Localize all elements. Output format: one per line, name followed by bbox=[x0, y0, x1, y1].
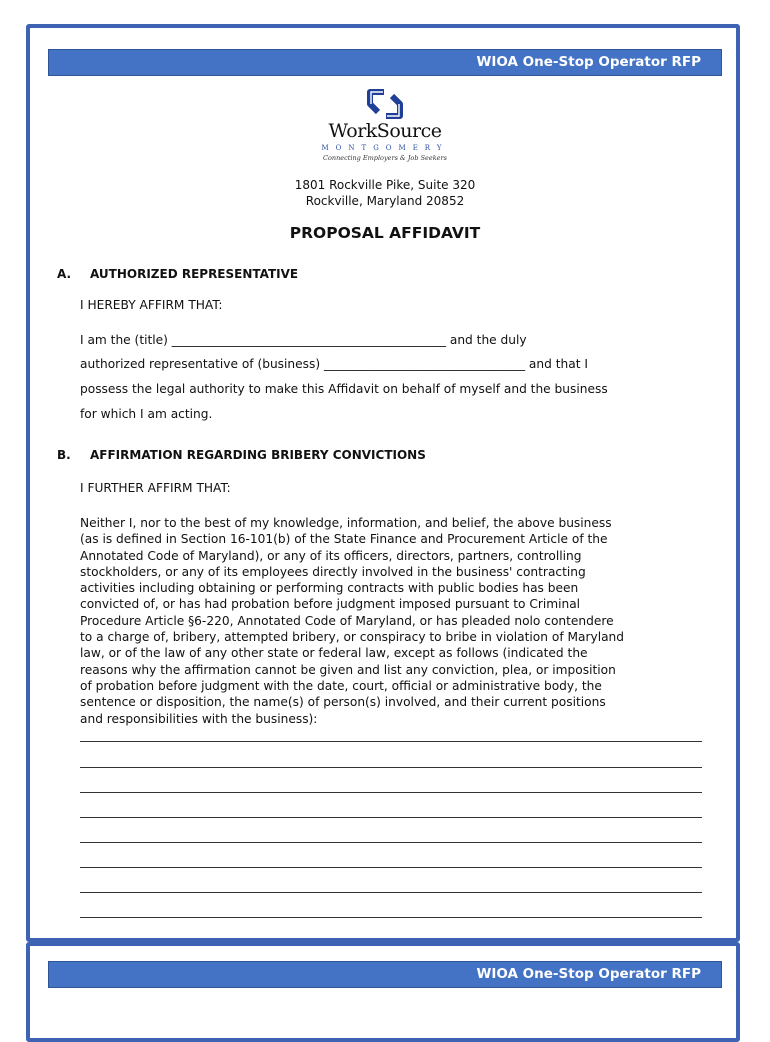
worksource-chain-link-icon bbox=[362, 88, 408, 120]
answer-line[interactable] bbox=[80, 842, 702, 843]
answer-line[interactable] bbox=[80, 741, 702, 742]
section-a-line-2: authorized representative of (business) _________________________________ and that I bbox=[80, 357, 588, 371]
header-title: WIOA One-Stop Operator RFP bbox=[476, 54, 701, 70]
section-b-heading: AFFIRMATION REGARDING BRIBERY CONVICTIONS bbox=[90, 448, 426, 462]
section-a-letter: A. bbox=[57, 267, 72, 281]
answer-line[interactable] bbox=[80, 892, 702, 893]
address-line-1: 1801 Rockville Pike, Suite 320 bbox=[294, 178, 476, 192]
section-a-affirm: I HEREBY AFFIRM THAT: bbox=[80, 298, 223, 312]
logo-name: WorkSource bbox=[328, 120, 442, 142]
answer-line[interactable] bbox=[80, 792, 702, 793]
document-title: PROPOSAL AFFIDAVIT bbox=[289, 224, 481, 242]
logo-tagline: Connecting Employers & Job Seekers bbox=[323, 154, 447, 162]
section-b-paragraph: Neither I, nor to the best of my knowledge, information, and belief, the above business (as is defined in Section 16-101(b) of the State Finance and Procurement Article of the Annotated Code of Maryland), or any of its officers, directors, partners, controlling stockholders, or any of its employees directly involved in the business' contracting activities including obtaining or performing contracts with public bodies has been convicted of, or has had probation before judgment imposed pursuant to Criminal Procedure Article §6-220, Annotated Code of Maryland, or has pleaded nolo contendere to a charge of, bribery, attempted bribery, or conspiracy to bribe in violation of Maryland law, or of the law of any other state or federal law, except as follows (indicated the reasons why the affirmation cannot be given and list any conviction, plea, or imposition of probation before judgment with the date, court, official or administrative body, the sentence or disposition, the name(s) of person(s) involved, and their current positions and responsibilities with the business): bbox=[80, 516, 625, 726]
section-b-letter: B. bbox=[57, 448, 71, 462]
header-bar bbox=[48, 49, 722, 76]
answer-line[interactable] bbox=[80, 817, 702, 818]
section-a-line-4: for which I am acting. bbox=[80, 407, 213, 421]
address-line-2: Rockville, Maryland 20852 bbox=[305, 194, 465, 208]
section-a-line-3: possess the legal authority to make this Affidavit on behalf of myself and the business bbox=[80, 382, 608, 396]
section-a-heading: AUTHORIZED REPRESENTATIVE bbox=[90, 267, 299, 281]
worksource-logo bbox=[320, 88, 450, 166]
logo-subtitle: MONTGOMERY bbox=[321, 144, 449, 152]
answer-line[interactable] bbox=[80, 867, 702, 868]
answer-line[interactable] bbox=[80, 917, 702, 918]
section-b-affirm: I FURTHER AFFIRM THAT: bbox=[80, 481, 231, 495]
section-a-line-1: I am the (title) _____________________________________________ and the duly bbox=[80, 333, 527, 347]
answer-line[interactable] bbox=[80, 767, 702, 768]
page-frame-2 bbox=[26, 942, 740, 1042]
header-bar-2 bbox=[48, 961, 722, 988]
header-title-2: WIOA One-Stop Operator RFP bbox=[476, 966, 701, 982]
